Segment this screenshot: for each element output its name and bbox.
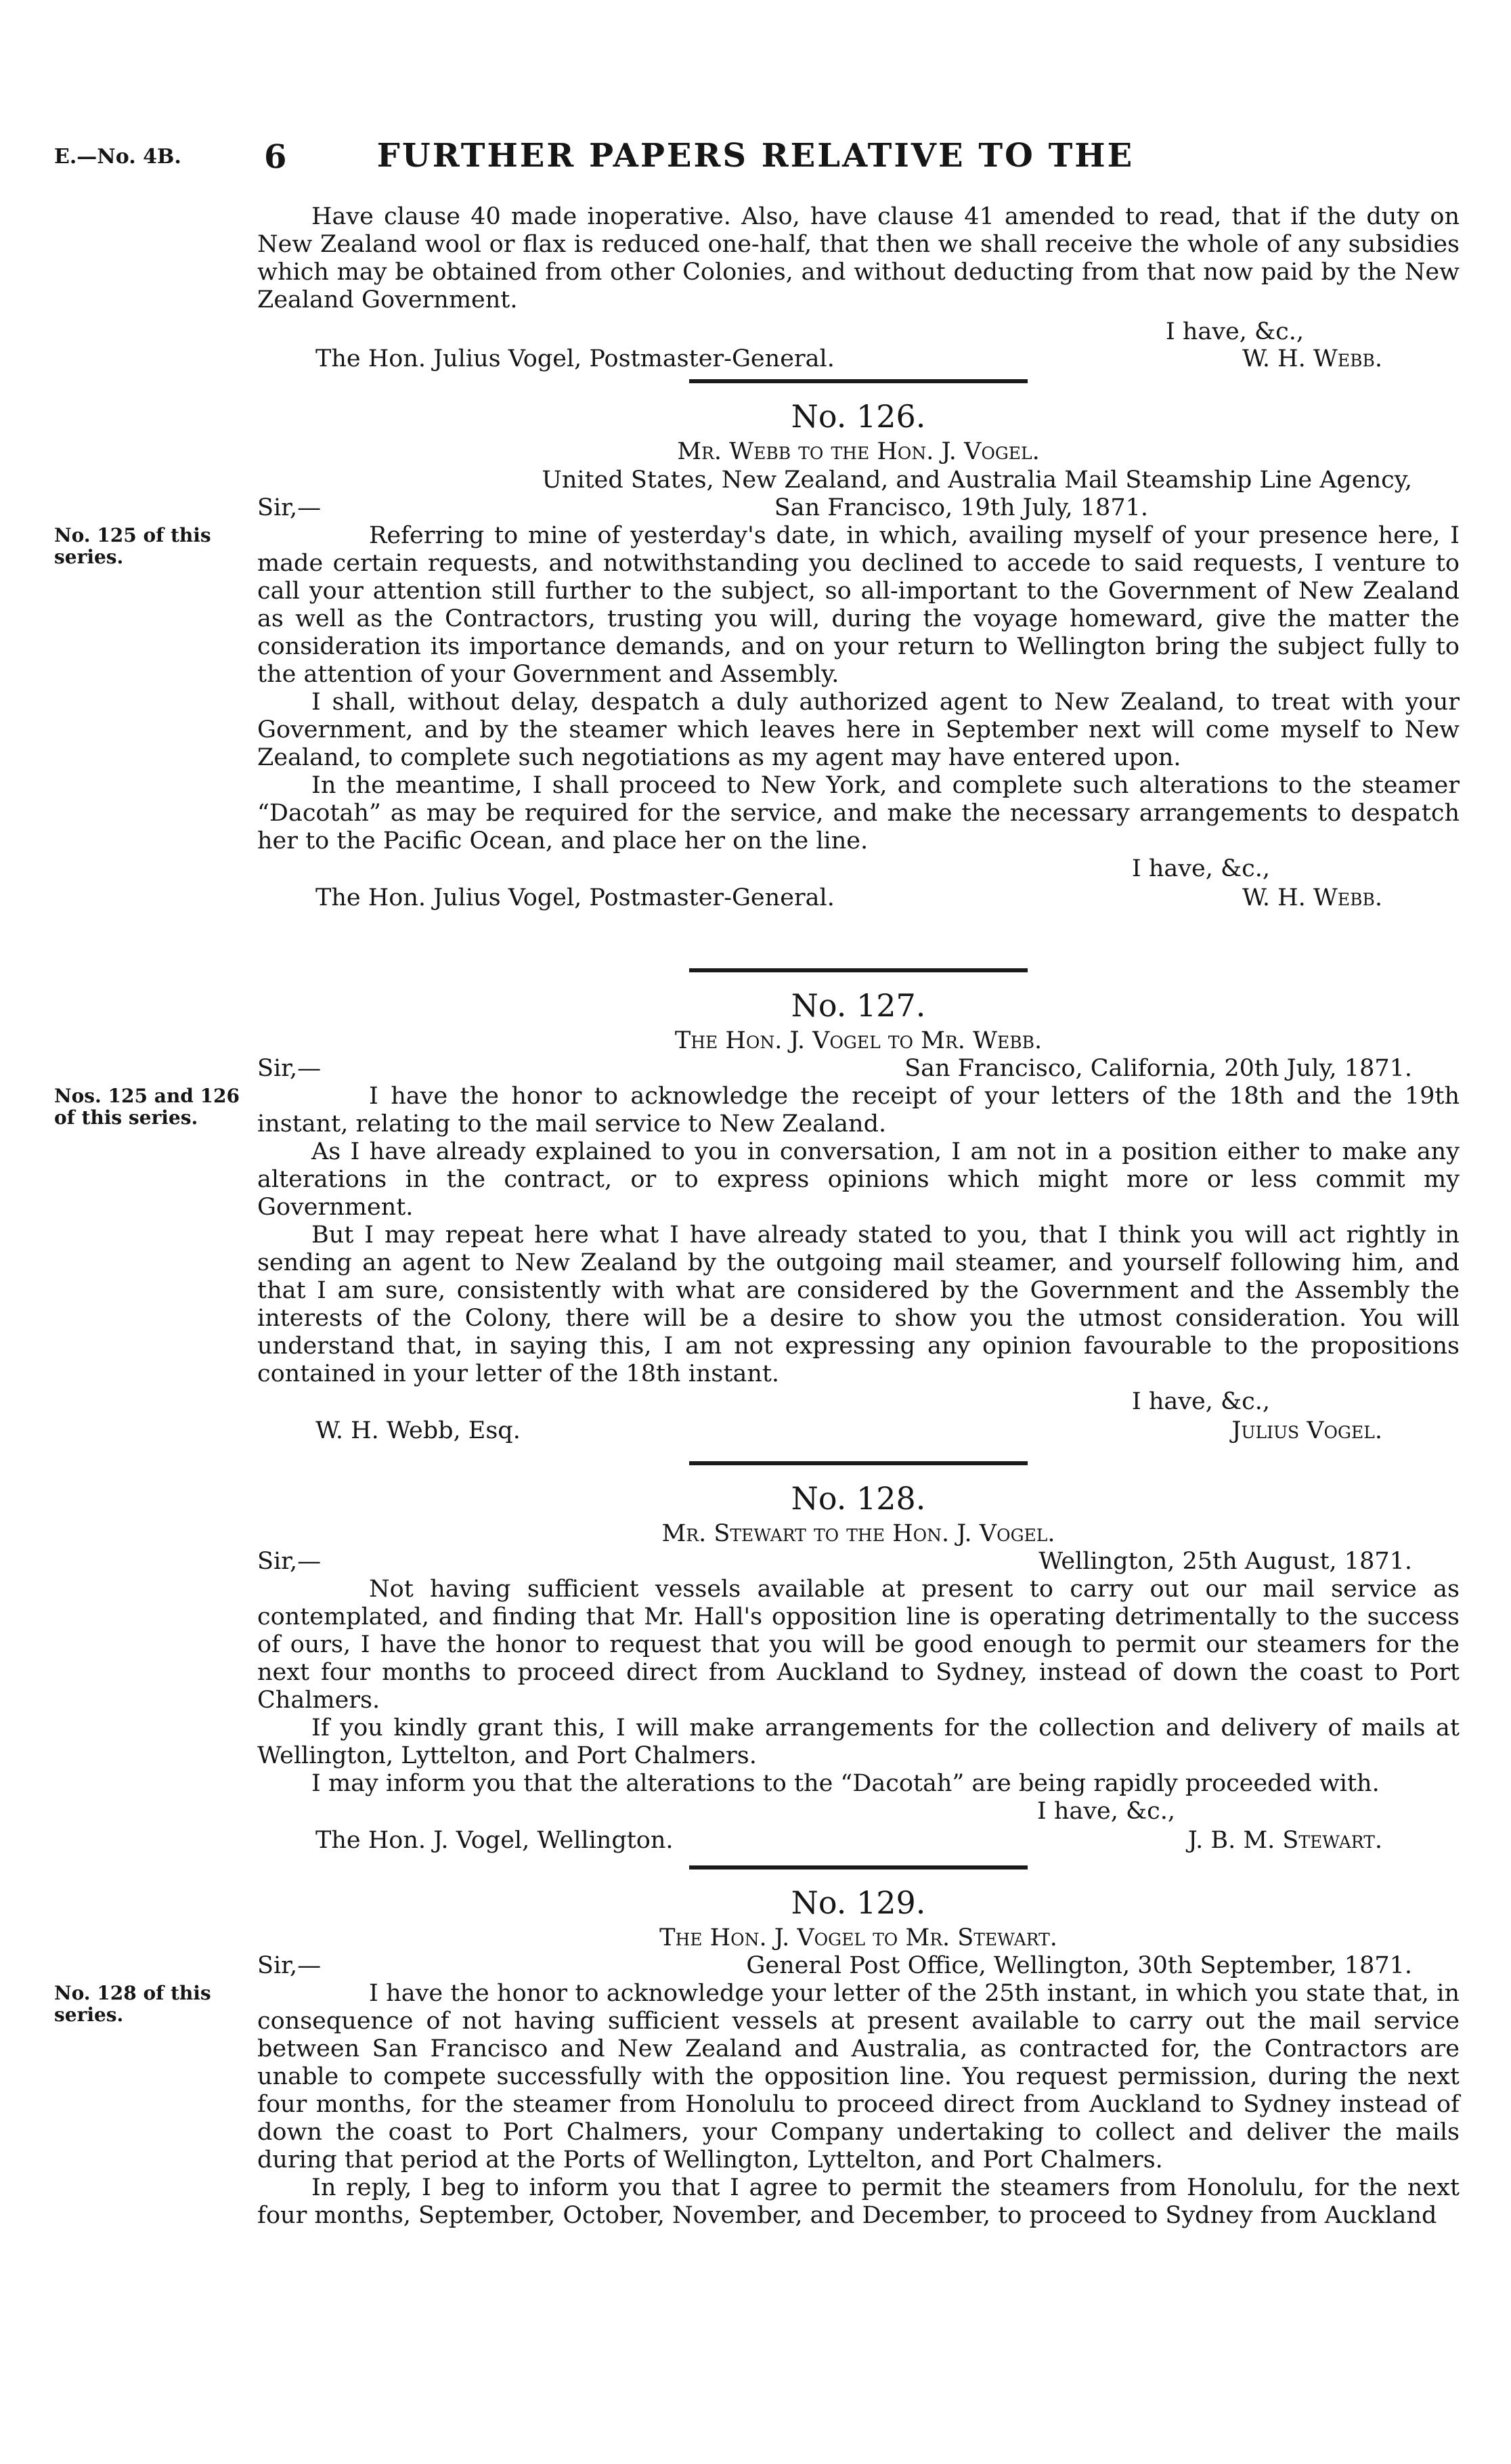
- letter-agency: United States, New Zealand, and Australia Mail Steamship Line Agency,: [542, 467, 1412, 494]
- paragraph: But I may repeat here what I have already stated to you, that I think you will act rightly in sending an agent to New Zealand by the outgoing mail steamer, and yourself following him, and that I am sure, consistently with what are considered by the Government and the Assembly the interests of the Colony, there will be a desire to show you the utmost consideration. You will understand that, in saying this, I am not expressing any opinion favourable to the propositions contained in your letter of the 18th instant.: [257, 1222, 1460, 1387]
- margin-note-126: No. 125 of this series.: [54, 524, 211, 568]
- section-divider: [689, 1461, 1028, 1465]
- place-date: General Post Office, Wellington, 30th September, 1871.: [746, 1952, 1412, 1979]
- signature-line: [257, 1825, 1460, 1855]
- section-divider: [689, 1865, 1028, 1869]
- running-title: FURTHER PAPERS RELATIVE TO THE: [376, 137, 1135, 175]
- section-divider: [689, 968, 1028, 972]
- paragraph: I shall, without delay, despatch a duly authorized agent to New Zealand, to treat with your Government, and by the steamer which leaves here in September next will come myself to New Zealand, to complete such negotiations as my agent may have entered upon.: [257, 689, 1460, 771]
- closing: I have, &c.,: [1131, 1388, 1270, 1415]
- place-date: Wellington, 25th August, 1871.: [1038, 1548, 1412, 1575]
- letter-heading: No. 127.: [791, 987, 926, 1024]
- page-number: 6: [264, 138, 287, 176]
- signature-line: [257, 1416, 1460, 1446]
- page-header: [54, 133, 1457, 181]
- intro-closing: I have, &c.,: [1165, 318, 1304, 345]
- letter-127: [257, 968, 1460, 1446]
- paragraph: If you kindly grant this, I will make arrangements for the collection and delivery of mails at Wellington, Lyttelton, and Port Chalmers.: [257, 1714, 1460, 1769]
- salutation: Sir,—: [257, 1055, 322, 1082]
- letter-parties: Mr. Webb to the Hon. J. Vogel.: [677, 438, 1040, 465]
- place-date: San Francisco, 19th July, 1871.: [774, 494, 1148, 521]
- letter-128: [257, 1461, 1460, 1855]
- paragraph: Referring to mine of yesterday's date, in which, availing myself of your presence here, I made certain requests, and notwithstanding you declined to accede to said requests, I venture to call your attention still further to the subject, so all-important to the Government of New Zealand as well as the Contractors, trusting you will, during the voyage homeward, give the matter the consideration its importance demands, and on your return to Wellington bring the subject fully to the attention of your Government and Assembly.: [257, 522, 1460, 688]
- letter-top-line: [257, 1952, 1460, 1980]
- section-divider: [689, 379, 1028, 383]
- paragraph: I have the honor to acknowledge your letter of the 25th instant, in which you state that, in consequence of not having sufficient vessels at present available to carry out the mail service between San Francisco and New Zealand and Australia, as contracted for, the Contractors are unable to compete successfully with the opposition line. You request permission, during the next four months, for the steamer from Honolulu to proceed direct from Auckland to Sydney instead of down the coast to Port Chalmers, your Company undertaking to collect and deliver the mails during that period at the Ports of Wellington, Lyttelton, and Port Chalmers.: [257, 1980, 1460, 2174]
- letter-129: [257, 1865, 1460, 2230]
- letter-continuation: [257, 203, 1460, 374]
- addressee: The Hon. J. Vogel, Wellington.: [315, 1827, 674, 1854]
- intro-signatory: W. H. Webb.: [1242, 345, 1382, 372]
- salutation: Sir,—: [257, 1952, 322, 1979]
- letter-parties: Mr. Stewart to the Hon. J. Vogel.: [661, 1520, 1055, 1547]
- margin-note-129: No. 128 of this series.: [54, 1982, 211, 2026]
- signatory: W. H. Webb.: [1242, 884, 1382, 911]
- paragraph: As I have already explained to you in conversation, I am not in a position either to make any alterations in the contract, or to express opinions which might more or less commit my Government.: [257, 1138, 1460, 1221]
- salutation: Sir,—: [257, 1548, 322, 1575]
- intro-signature: [257, 318, 1460, 374]
- paragraph: I have the honor to acknowledge the receipt of your letters of the 18th and the 19th instant, relating to the mail service to New Zealand.: [257, 1083, 1460, 1138]
- paragraph: Not having sufficient vessels available at present to carry out our mail service as contemplated, and finding that Mr. Hall's opposition line is operating detrimentally to the success of ours, I have the honor to request that you will be good enough to permit our steamers for the next four months to proceed direct from Auckland to Sydney, instead of down the coast to Port Chalmers.: [257, 1576, 1460, 1714]
- letter-parties: The Hon. J. Vogel to Mr. Stewart.: [659, 1924, 1057, 1951]
- intro-addressee: The Hon. Julius Vogel, Postmaster-General.: [315, 345, 835, 372]
- place-date: San Francisco, California, 20th July, 1871.: [904, 1055, 1412, 1082]
- intro-paragraph: Have clause 40 made inoperative. Also, have clause 41 amended to read, that if the duty on New Zealand wool or flax is reduced one-half, that then we shall receive the whole of any subsidies which may be obtained from other Colonies, and without deducting from that now paid by the New Zealand Government.: [257, 203, 1460, 314]
- closing: I have, &c.,: [1036, 1798, 1175, 1825]
- paragraph: In reply, I beg to inform you that I agree to permit the steamers from Honolulu, for the next four months, September, October, November, and December, to proceed to Sydney from Auckland: [257, 2174, 1460, 2229]
- letter-top-line: [257, 1548, 1460, 1576]
- signature-line: [257, 883, 1460, 913]
- letter-parties: The Hon. J. Vogel to Mr. Webb.: [674, 1027, 1043, 1054]
- salutation: Sir,—: [257, 494, 322, 521]
- letter-heading: No. 129.: [791, 1884, 926, 1921]
- margin-note-127: Nos. 125 and 126 of this series.: [54, 1085, 240, 1129]
- letter-126: [257, 379, 1460, 913]
- closing: I have, &c.,: [1131, 855, 1270, 882]
- paragraph: In the meantime, I shall proceed to New York, and complete such alterations to the steamer “Dacotah” as may be required for the service, and make the necessary arrangements to despatch her to the Pacific Ocean, and place her on the line.: [257, 772, 1460, 855]
- addressee: The Hon. Julius Vogel, Postmaster-General.: [315, 884, 835, 911]
- letter-top-line: [257, 1055, 1460, 1083]
- addressee: W. H. Webb, Esq.: [315, 1417, 521, 1444]
- signatory: J. B. M. Stewart.: [1187, 1827, 1382, 1854]
- paragraph: I may inform you that the alterations to the “Dacotah” are being rapidly proceeded with.: [311, 1770, 1380, 1797]
- letter-top-line: [257, 494, 1460, 522]
- letter-heading: No. 126.: [791, 398, 926, 435]
- document-reference: E.—No. 4B.: [54, 145, 181, 169]
- signatory: Julius Vogel.: [1231, 1417, 1382, 1444]
- letter-heading: No. 128.: [791, 1480, 926, 1517]
